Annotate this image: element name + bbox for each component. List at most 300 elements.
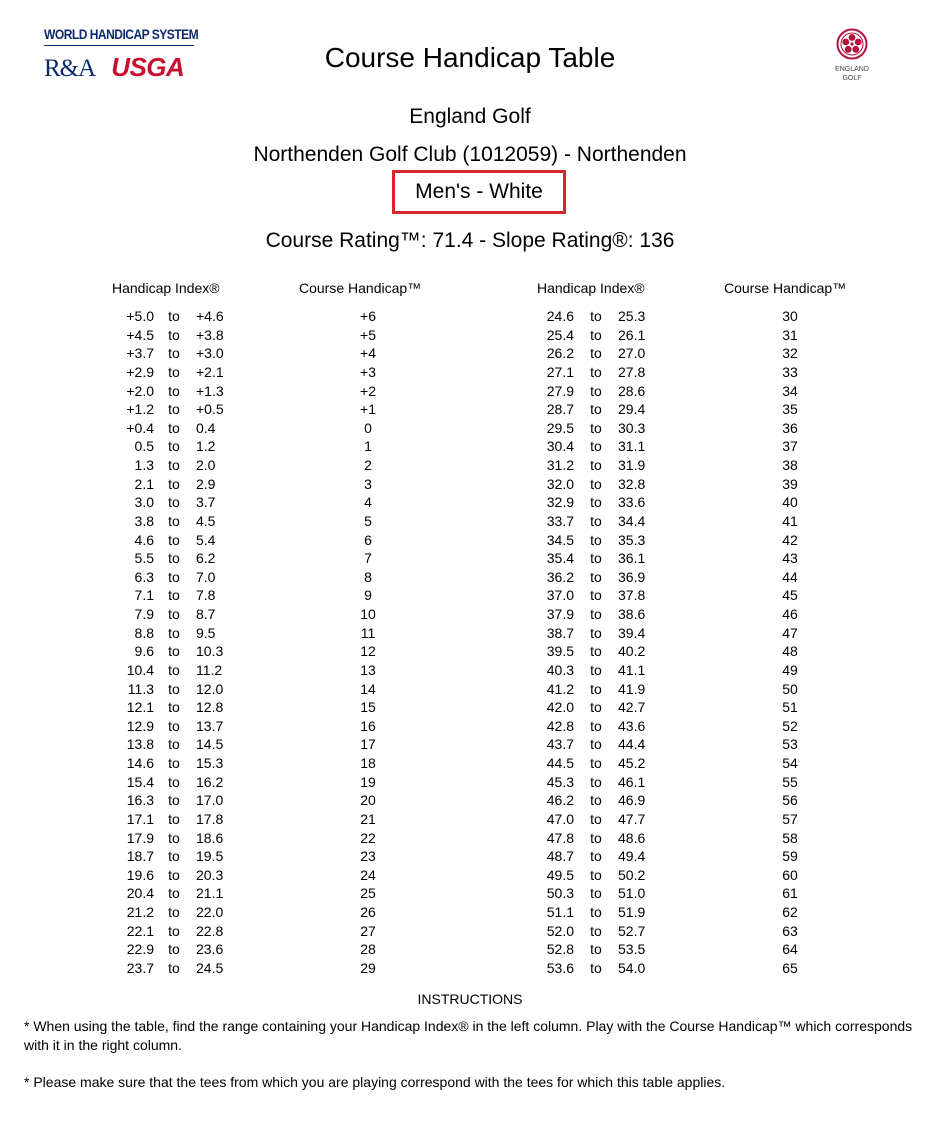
table-row: [0, 717, 940, 736]
course-handicap: 18: [360, 755, 376, 771]
index-to: 5.4: [196, 531, 216, 548]
range-word: to: [168, 848, 180, 865]
course-handicap: 65: [782, 959, 798, 976]
index-to: 28.6: [618, 382, 646, 399]
course-handicap: 55: [782, 773, 798, 790]
course-handicap: 11: [360, 624, 376, 641]
index-from: 22.9: [126, 941, 154, 958]
index-from: 10.4: [126, 661, 154, 678]
index-to: 1.2: [196, 438, 216, 455]
range-word: to: [168, 606, 180, 622]
index-from: 6.3: [134, 568, 154, 585]
index-to: +3.8: [196, 326, 224, 343]
index-from: 22.1: [126, 922, 154, 939]
index-to: 13.7: [196, 717, 224, 734]
index-to: 6.2: [196, 550, 216, 567]
instructions-text-1: * When using the table, find the range containing your Handicap Index® in the left column. Play with the Course Handicap™ which corresponds with it in the right column.: [24, 1018, 913, 1053]
range-word: to: [590, 568, 602, 585]
course-handicap: 5: [364, 512, 372, 529]
index-to: 46.9: [618, 792, 646, 809]
index-from: 44.5: [546, 755, 574, 771]
index-from: 35.4: [546, 550, 574, 567]
index-to: 15.3: [196, 755, 224, 771]
usga-logo: USGA: [111, 52, 185, 82]
course-handicap: 61: [782, 885, 798, 902]
course-handicap: 26: [360, 904, 376, 920]
index-to: 41.9: [618, 680, 646, 697]
index-to: +0.5: [196, 401, 224, 418]
index-from: 4.6: [134, 531, 154, 548]
table-row: [0, 847, 940, 866]
index-to: 3.7: [196, 494, 216, 511]
table-row: [0, 773, 940, 792]
table-row: [0, 549, 940, 568]
range-word: to: [590, 717, 602, 734]
range-word: to: [168, 922, 180, 939]
range-word: to: [168, 736, 180, 753]
england-golf-rose-icon: [836, 28, 868, 60]
range-word: to: [590, 866, 602, 883]
index-to: 42.7: [618, 699, 646, 716]
ra-logo: R&A: [44, 55, 96, 82]
course-handicap: 28: [360, 941, 376, 958]
index-from: 16.3: [126, 792, 154, 809]
range-word: to: [168, 643, 180, 660]
index-from: 52.8: [546, 941, 574, 958]
range-word: to: [590, 531, 602, 548]
range-word: to: [590, 848, 602, 865]
index-to: 12.8: [196, 699, 224, 716]
course-handicap: 38: [782, 457, 798, 473]
course-handicap: 33: [782, 363, 798, 380]
index-to: 17.0: [196, 792, 224, 809]
index-from: 12.9: [126, 717, 154, 734]
index-to: 24.5: [196, 959, 224, 976]
course-handicap: 44: [782, 568, 798, 585]
index-from: 1.3: [134, 457, 154, 473]
index-from: 52.0: [546, 922, 574, 939]
range-word: to: [168, 904, 180, 920]
index-from: 7.9: [134, 606, 154, 622]
table-row: [0, 531, 940, 550]
course-handicap: 35: [782, 401, 798, 418]
range-word: to: [168, 326, 180, 343]
range-word: to: [168, 457, 180, 473]
index-from: 5.5: [134, 550, 154, 567]
index-to: 34.4: [618, 512, 646, 529]
course-handicap: 41: [782, 512, 798, 529]
course-handicap: 27: [360, 922, 376, 939]
course-handicap: +4: [360, 345, 376, 362]
index-to: 26.1: [618, 326, 646, 343]
course-handicap: 1: [364, 438, 372, 455]
index-from: +1.2: [126, 401, 154, 418]
range-word: to: [168, 382, 180, 399]
index-to: 7.0: [196, 568, 216, 585]
index-from: +5.0: [126, 308, 154, 324]
index-to: 0.4: [196, 419, 216, 436]
table-row: [0, 829, 940, 848]
course-handicap: 62: [782, 904, 798, 920]
course-handicap: +2: [360, 382, 376, 399]
index-from: 42.0: [546, 699, 574, 716]
index-from: 41.2: [546, 680, 574, 697]
index-from: +3.7: [126, 345, 154, 362]
table-row: [0, 382, 940, 401]
index-from: 34.5: [546, 531, 574, 548]
index-from: 19.6: [126, 866, 154, 883]
index-to: 25.3: [618, 308, 646, 324]
range-word: to: [590, 606, 602, 622]
index-from: 11.3: [127, 680, 154, 697]
range-word: to: [590, 326, 602, 343]
index-to: 19.5: [196, 848, 224, 865]
column-header-course-handicap-left: Course Handicap™: [299, 280, 422, 296]
range-word: to: [590, 680, 602, 697]
index-to: 16.2: [196, 773, 224, 790]
table-row: [0, 475, 940, 494]
index-from: 43.7: [546, 736, 574, 753]
range-word: to: [168, 661, 180, 678]
course-handicap: 2: [364, 457, 372, 473]
course-handicap: 42: [782, 531, 798, 548]
range-word: to: [168, 587, 180, 604]
range-word: to: [168, 829, 180, 846]
column-header-course-handicap-right: Course Handicap™: [724, 280, 847, 296]
table-row: [0, 698, 940, 717]
course-handicap: +3: [360, 363, 376, 380]
index-from: 2.1: [134, 475, 154, 492]
index-to: 12.0: [196, 680, 224, 697]
course-handicap: 59: [782, 848, 798, 865]
index-from: 40.3: [546, 661, 574, 678]
range-word: to: [168, 680, 180, 697]
index-to: 14.5: [196, 736, 224, 753]
range-word: to: [590, 624, 602, 641]
index-from: 37.0: [546, 587, 574, 604]
index-from: 13.8: [126, 736, 154, 753]
index-from: 47.8: [546, 829, 574, 846]
index-from: 53.6: [546, 959, 574, 976]
index-to: 44.4: [618, 736, 646, 753]
range-word: to: [168, 531, 180, 548]
course-handicap: 32: [782, 345, 798, 362]
index-to: 30.3: [618, 419, 646, 436]
range-word: to: [590, 773, 602, 790]
range-word: to: [590, 308, 602, 324]
index-from: 20.4: [126, 885, 154, 902]
course-handicap: 36: [782, 419, 798, 436]
course-handicap: 6: [364, 531, 372, 548]
index-from: 3.8: [134, 512, 154, 529]
index-to: 36.9: [618, 568, 646, 585]
range-word: to: [168, 494, 180, 511]
index-from: 0.5: [134, 438, 154, 455]
course-slope-rating: Course Rating™: 71.4 - Slope Rating®: 136: [265, 229, 675, 252]
column-header-handicap-index-right: Handicap Index®: [537, 280, 645, 296]
index-to: 46.1: [618, 773, 646, 790]
course-handicap: 37: [782, 438, 798, 455]
course-handicap: 60: [782, 866, 798, 883]
range-word: to: [168, 438, 180, 455]
table-row: [0, 810, 940, 829]
course-handicap: 20: [360, 792, 376, 809]
range-word: to: [590, 959, 602, 976]
table-row: [0, 884, 940, 903]
course-handicap: 8: [364, 568, 372, 585]
table-row: [0, 642, 940, 661]
course-handicap: 21: [360, 810, 376, 827]
range-word: to: [590, 810, 602, 827]
course-handicap: 14: [360, 680, 376, 697]
index-to: 51.9: [618, 904, 646, 920]
range-word: to: [590, 922, 602, 939]
index-to: 17.8: [196, 810, 224, 827]
england-golf-logo: [828, 28, 876, 83]
index-to: 53.5: [618, 941, 646, 958]
course-handicap: 23: [360, 848, 376, 865]
column-header-handicap-index-left: Handicap Index®: [112, 280, 220, 296]
index-to: +1.3: [196, 382, 224, 399]
table-row: [0, 624, 940, 643]
course-handicap: 40: [782, 494, 798, 511]
course-handicap: 39: [782, 475, 798, 492]
index-from: 33.7: [546, 512, 574, 529]
course-handicap: 63: [782, 922, 798, 939]
table-row: [0, 680, 940, 699]
range-word: to: [590, 661, 602, 678]
range-word: to: [590, 885, 602, 902]
course-handicap: 46: [782, 606, 798, 622]
table-row: [0, 922, 940, 941]
range-word: to: [590, 699, 602, 716]
course-handicap: 9: [364, 587, 372, 604]
range-word: to: [168, 512, 180, 529]
index-to: 54.0: [618, 959, 646, 976]
course-handicap: 43: [782, 550, 798, 567]
index-from: 7.1: [134, 587, 154, 604]
club-name: Northenden Golf Club (1012059) - Northenden: [253, 143, 687, 166]
range-word: to: [590, 457, 602, 473]
index-to: 52.7: [618, 922, 646, 939]
index-from: 36.2: [546, 568, 574, 585]
course-handicap: 54: [782, 755, 798, 771]
index-to: 11.2: [196, 661, 223, 678]
index-to: 51.0: [618, 885, 646, 902]
range-word: to: [590, 475, 602, 492]
index-to: 2.0: [196, 457, 216, 473]
index-to: 33.6: [618, 494, 646, 511]
table-row: [0, 586, 940, 605]
index-to: 8.7: [196, 606, 216, 622]
index-from: 32.0: [546, 475, 574, 492]
course-handicap: 64: [782, 941, 798, 958]
index-to: 43.6: [618, 717, 646, 734]
course-handicap: 53: [782, 736, 798, 753]
table-row: [0, 456, 940, 475]
range-word: to: [168, 419, 180, 436]
index-from: +2.0: [126, 382, 154, 399]
index-to: 7.8: [196, 587, 216, 604]
index-from: 14.6: [126, 755, 154, 771]
association-name: England Golf: [409, 105, 531, 128]
index-from: 32.9: [546, 494, 574, 511]
course-handicap: 19: [360, 773, 376, 790]
page-title: Course Handicap Table: [324, 42, 616, 73]
handicap-table-body: [0, 307, 940, 978]
table-row: [0, 605, 940, 624]
index-to: 39.4: [618, 624, 646, 641]
index-from: 38.7: [546, 624, 574, 641]
table-row: [0, 661, 940, 680]
england-golf-logo-text-1: ENGLAND: [835, 66, 869, 73]
table-row: [0, 568, 940, 587]
index-from: 29.5: [546, 419, 574, 436]
course-handicap: +6: [360, 308, 376, 324]
course-handicap: 56: [782, 792, 798, 809]
range-word: to: [168, 345, 180, 362]
range-word: to: [168, 885, 180, 902]
index-to: 36.1: [618, 550, 646, 567]
index-from: 18.7: [126, 848, 154, 865]
course-handicap: 7: [364, 550, 372, 567]
index-to: 9.5: [196, 624, 216, 641]
index-from: 31.2: [546, 457, 574, 473]
index-to: +2.1: [196, 363, 224, 380]
table-row: [0, 903, 940, 922]
index-to: 27.0: [618, 345, 646, 362]
range-word: to: [168, 717, 180, 734]
index-to: 31.1: [618, 438, 646, 455]
index-from: 28.7: [546, 401, 574, 418]
course-handicap: 22: [360, 829, 376, 846]
range-word: to: [168, 401, 180, 418]
index-from: 8.8: [134, 624, 154, 641]
table-row: [0, 791, 940, 810]
index-from: 21.2: [126, 904, 154, 920]
index-from: 12.1: [126, 699, 154, 716]
index-to: 21.1: [196, 885, 224, 902]
index-from: 37.9: [546, 606, 574, 622]
index-to: 47.7: [618, 810, 646, 827]
tee-name: Men's - White: [415, 180, 543, 203]
course-handicap: 29: [360, 959, 376, 976]
range-word: to: [168, 755, 180, 771]
index-to: 35.3: [618, 531, 646, 548]
range-word: to: [168, 941, 180, 958]
course-handicap: 17: [360, 736, 376, 753]
course-handicap: 52: [782, 717, 798, 734]
tee-highlight-box: [392, 170, 566, 214]
range-word: to: [590, 736, 602, 753]
whs-logo-text: WORLD HANDICAP SYSTEM: [44, 26, 199, 42]
index-from: +2.9: [126, 363, 154, 380]
course-handicap: 15: [360, 699, 376, 716]
index-to: 29.4: [618, 401, 646, 418]
course-handicap: 50: [782, 680, 798, 697]
range-word: to: [168, 866, 180, 883]
table-row: [0, 735, 940, 754]
range-word: to: [168, 810, 180, 827]
range-word: to: [590, 419, 602, 436]
range-word: to: [590, 401, 602, 418]
index-to: 22.8: [196, 922, 224, 939]
index-from: 15.4: [126, 773, 154, 790]
index-from: +0.4: [126, 419, 154, 436]
course-handicap: 47: [782, 624, 798, 641]
index-from: 17.9: [126, 829, 154, 846]
index-to: 49.4: [618, 848, 646, 865]
course-handicap: 3: [364, 475, 372, 492]
index-to: 37.8: [618, 587, 646, 604]
course-handicap: 16: [360, 717, 376, 734]
index-from: 17.1: [126, 810, 154, 827]
index-from: +4.5: [126, 326, 154, 343]
range-word: to: [590, 382, 602, 399]
course-handicap: 0: [364, 419, 372, 436]
index-to: 32.8: [618, 475, 646, 492]
table-row: [0, 307, 940, 326]
course-handicap: 51: [782, 699, 798, 716]
index-from: 27.1: [546, 363, 574, 380]
course-handicap: 25: [360, 885, 376, 902]
table-row: [0, 437, 940, 456]
index-to: 22.0: [196, 904, 224, 920]
instructions-title: INSTRUCTIONS: [417, 991, 523, 1007]
index-from: 24.6: [546, 308, 574, 324]
course-handicap: 10: [360, 606, 376, 622]
range-word: to: [168, 773, 180, 790]
range-word: to: [168, 308, 180, 324]
table-row: [0, 344, 940, 363]
range-word: to: [168, 959, 180, 976]
course-handicap: +1: [360, 401, 376, 418]
range-word: to: [590, 792, 602, 809]
index-from: 3.0: [134, 494, 154, 511]
range-word: to: [590, 345, 602, 362]
index-from: 39.5: [546, 643, 574, 660]
index-to: 2.9: [196, 475, 216, 492]
index-from: 51.1: [546, 904, 574, 920]
course-handicap: 31: [782, 326, 798, 343]
range-word: to: [168, 699, 180, 716]
index-from: 30.4: [546, 438, 574, 455]
course-handicap: 13: [360, 661, 376, 678]
index-to: 20.3: [196, 866, 224, 883]
course-handicap: 45: [782, 587, 798, 604]
range-word: to: [168, 363, 180, 380]
range-word: to: [590, 755, 602, 771]
index-from: 26.2: [546, 345, 574, 362]
table-row: [0, 419, 940, 438]
range-word: to: [590, 829, 602, 846]
range-word: to: [590, 363, 602, 380]
course-handicap: 34: [782, 382, 798, 399]
range-word: to: [590, 512, 602, 529]
index-from: 50.3: [546, 885, 574, 902]
index-from: 23.7: [126, 959, 154, 976]
index-to: 27.8: [618, 363, 646, 380]
index-from: 25.4: [546, 326, 574, 343]
course-handicap: 12: [360, 643, 376, 660]
course-handicap: 48: [782, 643, 798, 660]
index-to: 45.2: [618, 755, 646, 771]
index-from: 46.2: [546, 792, 574, 809]
range-word: to: [590, 587, 602, 604]
index-to: +3.0: [196, 345, 224, 362]
course-handicap: +5: [360, 326, 376, 343]
course-handicap: 49: [782, 661, 798, 678]
